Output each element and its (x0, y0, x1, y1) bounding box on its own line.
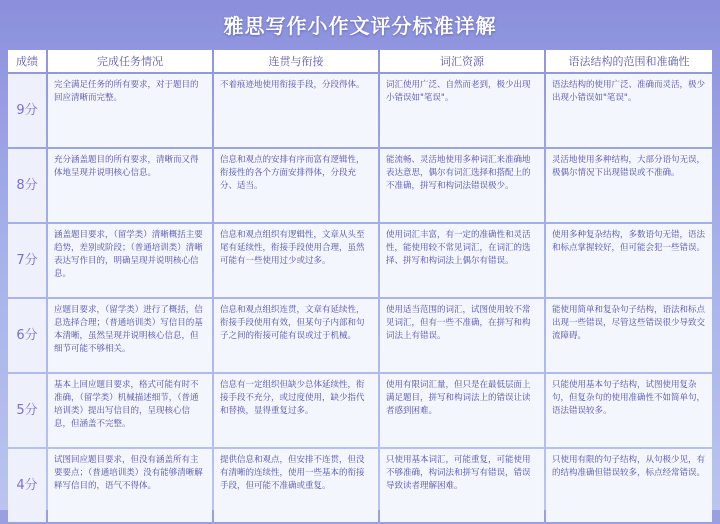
score-cell: 6分 (8, 299, 46, 372)
table-row (8, 299, 712, 372)
grammar-cell: 只能使用基本句子结构，试图使用复杂句，但复杂句的使用准确性不如简单句，语法错误较多。 (546, 374, 712, 447)
lexical-cell: 只使用基本词汇，可能重复，可能使用不够准确，构词法和拼写有错误，错误导致读者理解困难。 (380, 449, 544, 522)
grammar-cell: 灵活地使用多种结构，大部分语句无误，极偶尔情况下出现错误或不准确。 (546, 149, 712, 222)
page-title: 雅思写作小作文评分标准详解 (223, 13, 497, 38)
task-cell: 充分涵盖题目的所有要求，清晰而又得体地呈现并说明核心信息。 (48, 149, 212, 222)
coherence-cell: 提供信息和观点，但安排不连贯，但没有清晰的连续性，使用一些基本的衔接手段，但可能不准确或重复。 (214, 449, 378, 522)
task-cell: 基本上回应题目要求，格式可能有时不准确，（留学类）机械描述细节，（普通培训类）提出写信目的，呈现核心信息，但涵盖不完整。 (48, 374, 212, 447)
rubric-table (6, 48, 714, 524)
lexical-cell: 使用有限词汇量，但只是在最低层面上满足题目，拼写和构词法上的错误让读者感到困难。 (380, 374, 544, 447)
table-row (8, 374, 712, 447)
score-cell: 8分 (8, 149, 46, 222)
coherence-cell: 信息有一定组织但缺少总体延续性，衔接手段不充分，或过度使用，缺少指代和替换，显得重复过多。 (214, 374, 378, 447)
table-row (8, 449, 712, 522)
score-cell: 4分 (8, 449, 46, 522)
task-cell: 试图回应题目要求，但没有涵盖所有主要要点；（普通培训类）没有能够清晰解释写信目的，语气不得体。 (48, 449, 212, 522)
coherence-cell: 信息和观点组织有逻辑性，文章从头至尾有延续性，衔接手段使用合理，虽然可能有一些使用过少或过多。 (214, 224, 378, 297)
grammar-cell: 能使用简单和复杂句子结构，语法和标点出现一些错误，尽管这些错误很少导致交流障碍。 (546, 299, 712, 372)
task-cell: 涵盖题目要求，（留学类）清晰概括主要趋势，差别或阶段；（普通培训类）清晰表达写作目的，明确呈现并说明核心信息。 (48, 224, 212, 297)
score-cell: 7分 (8, 224, 46, 297)
lexical-cell: 能流畅、灵活地使用多种词汇来准确地表达意思，偶尔有词汇选择和搭配上的不准确，拼写和构词法错误极少。 (380, 149, 544, 222)
lexical-cell: 使用适当范围的词汇，试图使用较不常见词汇，但有一些不准确，在拼写和构词法上有错误。 (380, 299, 544, 372)
score-cell: 5分 (8, 374, 46, 447)
lexical-cell: 使用词汇丰富，有一定的准确性和灵活性，能使用较不常见词汇，在词汇的选择、拼写和构词法上偶尔有错误。 (380, 224, 544, 297)
table-row (8, 224, 712, 297)
grammar-cell: 使用多种复杂结构，多数语句无错，语法和标点掌握较好，但可能会犯一些错误。 (546, 224, 712, 297)
grammar-cell: 语法结构的使用广泛、准确而灵活，极少出现小错误如"笔误"。 (546, 74, 712, 147)
grammar-cell: 只使用有限的句子结构，从句极少见，有的结构准确但错误较多，标点经常错误。 (546, 449, 712, 522)
task-cell: 完全满足任务的所有要求，对于题目的回应清晰而完整。 (48, 74, 212, 147)
lexical-cell: 词汇使用广泛、自然而老到，极少出现小错误如"笔误"。 (380, 74, 544, 147)
table-row (8, 149, 712, 222)
header-lexical: 词汇资源 (380, 50, 544, 72)
coherence-cell: 信息和观点的安排有序而富有逻辑性，衔接性的各个方面安排得体，分段充分、适当。 (214, 149, 378, 222)
coherence-cell: 不着痕迹地使用衔接手段，分段得体。 (214, 74, 378, 147)
title-bar (0, 0, 720, 48)
score-cell: 9分 (8, 74, 46, 147)
header-coherence: 连贯与衔接 (214, 50, 378, 72)
coherence-cell: 信息和观点组织连贯，文章有延续性，衔接手段使用有效，但某句子内部和句子之间的衔接可能有误或过于机械。 (214, 299, 378, 372)
header-grammar: 语法结构的范围和准确性 (546, 50, 712, 72)
header-task: 完成任务情况 (48, 50, 212, 72)
header-row (8, 50, 712, 72)
table-row (8, 74, 712, 147)
task-cell: 应题目要求，（留学类）进行了概括，信息选择合理；（普通培训类）写信目的基本清晰，虽然呈现并说明核心信息，但细节可能不够相关。 (48, 299, 212, 372)
header-score: 成绩 (8, 50, 46, 72)
